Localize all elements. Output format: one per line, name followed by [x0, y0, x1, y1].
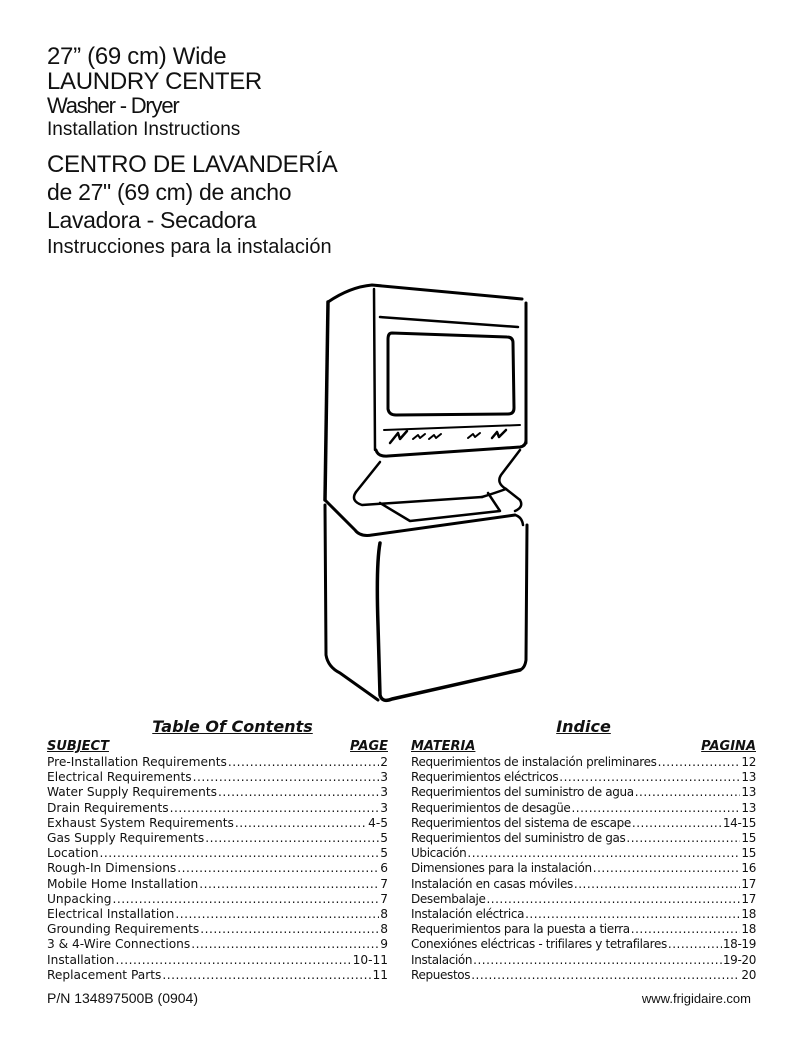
toc-row[interactable]: Requerimientos del suministro de agua ..... 13: [411, 785, 756, 800]
title-es-doc-type: Instrucciones para la instalación: [47, 236, 332, 258]
title-en-size: 27” (69 cm) Wide: [47, 43, 227, 70]
toc-row[interactable]: Rough-In Dimensions ..... 6: [47, 861, 388, 876]
table-of-contents-en: [47, 717, 388, 983]
col-page: PAGINA: [701, 739, 756, 754]
title-en-subtitle: Washer - Dryer: [47, 93, 179, 118]
toc-row[interactable]: 3 & 4-Wire Connections ..... 9: [47, 937, 388, 952]
toc-header: [47, 738, 388, 755]
title-es-product: CENTRO DE LAVANDERÍA: [47, 151, 338, 178]
toc-row[interactable]: Instalación eléctrica ..... 18: [411, 907, 756, 922]
toc-row[interactable]: Requerimientos del suministro de gas ..... 15: [411, 831, 756, 846]
toc-row[interactable]: Instalación en casas móviles ..... 17: [411, 877, 756, 892]
title-en-product: LAUNDRY CENTER: [47, 68, 262, 95]
toc-row[interactable]: Electrical Installation ..... 8: [47, 907, 388, 922]
toc-row[interactable]: Requerimientos eléctricos ..... 13: [411, 770, 756, 785]
title-block: [47, 44, 338, 260]
toc-title: Indice: [556, 717, 611, 736]
toc-row[interactable]: Instalación ..... 19-20: [411, 953, 756, 968]
toc-row[interactable]: Water Supply Requirements ..... 3: [47, 785, 388, 800]
toc-row[interactable]: Grounding Requirements ..... 8: [47, 922, 388, 937]
toc-row[interactable]: Desembalaje ..... 17: [411, 892, 756, 907]
toc-row[interactable]: Location ..... 5: [47, 846, 388, 861]
title-en-doc-type: Installation Instructions: [47, 119, 241, 140]
toc-row[interactable]: Drain Requirements ..... 3: [47, 801, 388, 816]
toc-row[interactable]: Unpacking ..... 7: [47, 892, 388, 907]
toc-header: [411, 738, 756, 755]
toc-title: Table Of Contents: [152, 717, 313, 736]
toc-row[interactable]: Gas Supply Requirements ..... 5: [47, 831, 388, 846]
toc-row[interactable]: Exhaust System Requirements ..... 4-5: [47, 816, 388, 831]
toc-row[interactable]: Dimensiones para la instalación ..... 16: [411, 861, 756, 876]
toc-row[interactable]: Requerimientos de instalación preliminares ..... 12: [411, 755, 756, 770]
toc-row[interactable]: Mobile Home Installation ..... 7: [47, 877, 388, 892]
title-es-size: de 27" (69 cm) de ancho: [47, 179, 292, 205]
col-subject: SUBJECT: [47, 739, 109, 754]
toc-row[interactable]: Requerimientos para la puesta a tierra ..... 18: [411, 922, 756, 937]
toc-row[interactable]: Replacement Parts ..... 11: [47, 968, 388, 983]
col-page: PAGE: [350, 739, 388, 754]
laundry-center-icon: [310, 275, 550, 705]
toc-row[interactable]: Requerimientos del sistema de escape ..... 14-15: [411, 816, 756, 831]
toc-row[interactable]: Pre-Installation Requirements ..... 2: [47, 755, 388, 770]
toc-row[interactable]: Electrical Requirements ..... 3: [47, 770, 388, 785]
website-link[interactable]: www.frigidaire.com: [641, 991, 751, 1006]
part-number: P/N 134897500B (0904): [47, 990, 198, 1006]
toc-row[interactable]: Repuestos ..... 20: [411, 968, 756, 983]
table-of-contents-es: [411, 717, 756, 983]
title-es-subtitle: Lavadora - Secadora: [47, 207, 257, 233]
toc-row[interactable]: Ubicación ..... 15: [411, 846, 756, 861]
toc-row[interactable]: Conexiónes eléctricas - trifilares y tetrafilares ..... 18-19: [411, 937, 756, 952]
col-subject: MATERIA: [411, 739, 476, 754]
toc-row[interactable]: Requerimientos de desagüe ..... 13: [411, 801, 756, 816]
toc-row[interactable]: Installation ..... 10-11: [47, 953, 388, 968]
